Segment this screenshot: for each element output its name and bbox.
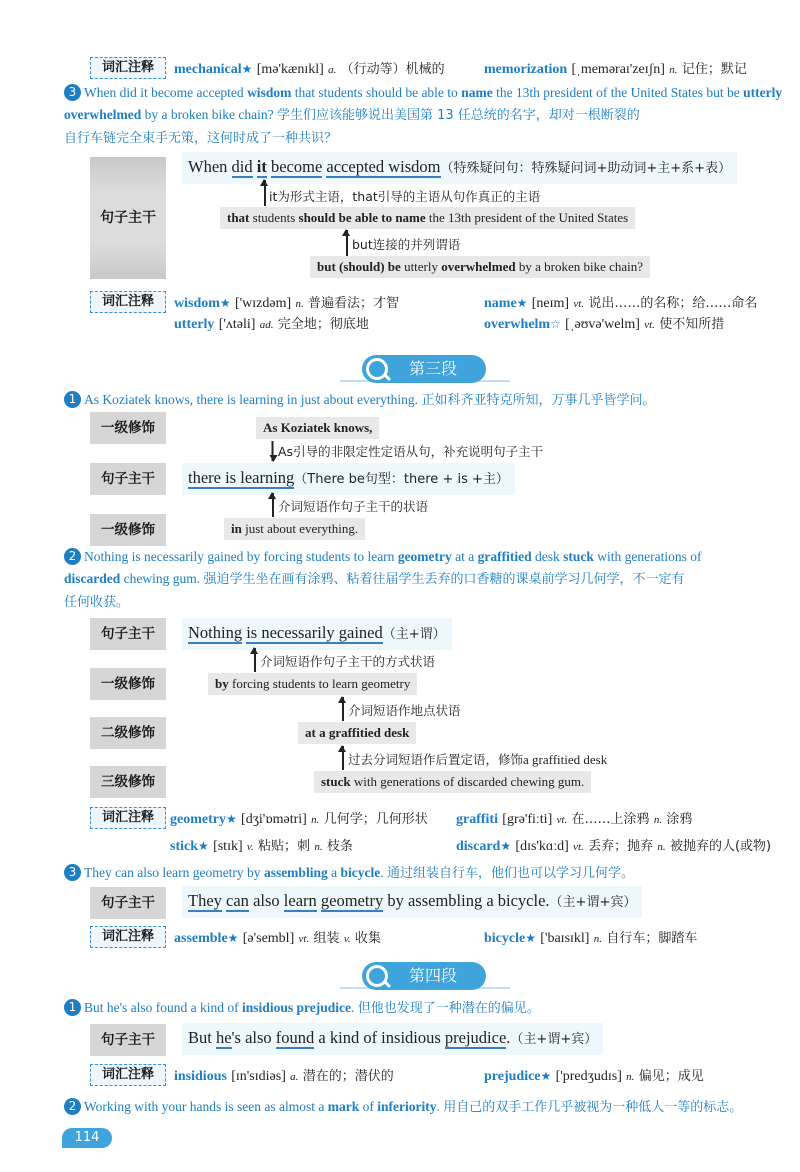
up-arrow-icon xyxy=(272,493,274,517)
star-icon: ★ xyxy=(225,812,237,826)
vocab-def: 普遍看法；才智 xyxy=(307,296,399,311)
vocab-word: insidious xyxy=(174,1069,227,1084)
up-arrow-icon xyxy=(254,648,256,672)
underlined-word: did xyxy=(231,157,253,176)
vocab-word: geometry xyxy=(170,812,226,827)
underlined-word: is necessarily gained xyxy=(246,623,383,642)
vocab-pos: n. xyxy=(593,933,603,945)
sentence-text: the 13th president of the United States but be xyxy=(492,85,744,100)
sentence-p3-3: 3 They can also learn geometry by assembling a bicycle. 通过组装自行车，他们也可以学习几何学。 xyxy=(64,862,790,885)
sentence-3 xyxy=(64,82,790,150)
key-word: name xyxy=(461,85,493,100)
vocab-phonetic: [dʒi'ɒmətri] xyxy=(241,812,307,827)
grammar-note: （主+谓+宾） xyxy=(510,1032,598,1047)
vocab-pos: n. xyxy=(653,814,663,826)
vocab-tag: 词汇注释 xyxy=(90,807,166,829)
vocab-pos: a. xyxy=(290,1071,299,1083)
sentence-trunk xyxy=(182,463,515,495)
analysis-note: 过去分词短语作后置定语，修饰a graffitied desk xyxy=(348,752,608,767)
sentence-number: 3 xyxy=(64,84,81,101)
vocab-word: memorization xyxy=(484,62,568,77)
vocab-def: 记住；默记 xyxy=(681,62,747,77)
vocab-word: discard xyxy=(456,839,501,854)
modifier-box: stuck with generations of discarded chewing gum. xyxy=(314,771,591,793)
up-arrow-icon xyxy=(342,746,344,770)
sentence-p4-1: 1 But he's also found a kind of insidious prejudice. 但他也发现了一种潜在的偏见。 xyxy=(64,997,790,1020)
vocab-phonetic: [mə'kænɪkl] xyxy=(256,62,324,77)
analysis-note: it为形式主语，that引导的主语从句作真正的主语 xyxy=(269,189,541,204)
trunk-label: 句子主干 xyxy=(90,618,166,650)
vocab-phonetic: ['baɪsɪkl] xyxy=(540,931,590,946)
modifier-box: in just about everything. xyxy=(224,518,365,540)
star-icon: ★ xyxy=(540,1069,552,1083)
up-arrow-icon xyxy=(346,230,348,256)
underlined-word: become xyxy=(270,157,323,176)
modifier-box: that students should be able to name the 13th president of the United States xyxy=(220,207,635,229)
translation: 强迫学生坐在画有涂鸦、粘着往届学生丢弃的口香糖的课桌前学习几何学，不一定有 xyxy=(203,572,685,587)
vocab-pos: v. xyxy=(246,841,254,853)
grammar-note: （特殊疑问句：特殊疑问词+助动词+主+系+表） xyxy=(440,161,732,176)
vocab-def: 组装 xyxy=(313,931,340,946)
vocab-word: prejudice xyxy=(484,1069,541,1084)
vocab-pos: n. xyxy=(626,1071,635,1083)
sentence-p3-1 xyxy=(64,389,790,412)
trunk-label: 句子主干 xyxy=(90,1024,166,1056)
vocab-phonetic: [ˌəʊvə'welm] xyxy=(565,317,640,332)
vocab-pos: vt. xyxy=(298,933,310,945)
vocab-pos: n. xyxy=(311,814,320,826)
modifier-level-label: 一级修饰 xyxy=(90,412,166,444)
vocab-word: overwhelm xyxy=(484,317,551,332)
vocab-phonetic: ['wɪzdəm] xyxy=(234,296,292,311)
sentence-number: 3 xyxy=(64,864,81,881)
modifier-box: but (should) be utterly overwhelmed by a broken bike chain? xyxy=(310,256,650,278)
sentence-trunk: When did it become accepted wisdom（特殊疑问句：特殊疑问词+助动词+主+系+表） xyxy=(182,152,737,184)
grammar-note: （主+谓+宾） xyxy=(549,895,637,910)
vocab-phonetic: [stɪk] xyxy=(213,839,243,854)
sentence-number: 2 xyxy=(64,1098,81,1115)
star-icon: ★ xyxy=(219,296,231,310)
underlined-word: Nothing xyxy=(188,623,243,642)
vocab-entry xyxy=(170,808,428,828)
sentence-trunk: They can also learn geometry by assembling a bicycle.（主+谓+宾） xyxy=(182,886,642,918)
vocab-def: 粘贴；刺 xyxy=(258,839,311,854)
star-icon: ★ xyxy=(516,296,528,310)
vocab-pos: v. xyxy=(343,933,351,945)
vocab-word: wisdom xyxy=(174,296,220,311)
vocab-entry xyxy=(174,927,381,947)
trunk-label: 句子主干 xyxy=(90,887,166,919)
modifier-level-label: 三级修饰 xyxy=(90,766,166,798)
magnifier-icon xyxy=(366,358,388,380)
key-word: wisdom xyxy=(247,85,292,100)
translation: 自行车链完全束手无策，这何时成了一种共识？ xyxy=(64,131,338,146)
underlined-word: it xyxy=(256,157,267,176)
page-number: 114 xyxy=(62,1128,112,1148)
star-icon: ★ xyxy=(525,931,536,945)
vocab-entry xyxy=(174,1065,394,1085)
vocab-pos: vt. xyxy=(573,298,585,310)
translation: 学生们应该能够说出美国第 13 任总统的名字，却对一根断裂的 xyxy=(276,108,640,123)
vocab-phonetic: [ɪn'sɪdiəs] xyxy=(231,1069,286,1084)
vocab-phonetic: [ˌmeməraɪ'zeɪʃn] xyxy=(571,62,665,77)
star-icon: ★ xyxy=(227,931,239,945)
vocab-entry xyxy=(456,808,692,828)
vocab-phonetic: ['ʌtəli] xyxy=(218,317,256,332)
vocab-def: 自行车；脚踏车 xyxy=(606,931,698,946)
vocab-def: 在……上涂鸦 xyxy=(571,812,650,827)
grammar-note: （主+谓） xyxy=(382,627,446,642)
vocab-phonetic: [grə'fiːti] xyxy=(502,812,553,827)
sentence-trunk: But he's also found a kind of insidious prejudice.（主+谓+宾） xyxy=(182,1023,603,1055)
vocab-word: bicycle xyxy=(484,931,526,946)
analysis-note: 介词短语作句子主干的方式状语 xyxy=(260,654,436,669)
analysis-note: but连接的并列谓语 xyxy=(352,237,461,252)
vocab-def: （行动等）机械的 xyxy=(340,62,445,77)
vocab-tag: 词汇注释 xyxy=(90,926,166,948)
vocab-entry xyxy=(174,292,399,312)
vocab-entry xyxy=(484,292,757,312)
vocab-pos: n. xyxy=(657,841,666,853)
sentence-text: As Koziatek knows, there is learning in just about everything. xyxy=(84,392,422,407)
vocab-def: 说出……的名称；给……命名 xyxy=(588,296,758,311)
up-arrow-icon xyxy=(264,180,266,206)
section-title: 第三段 xyxy=(408,359,457,378)
vocab-word: graffiti xyxy=(456,812,498,827)
section-header xyxy=(362,962,486,990)
underlined-word: accepted wisdom xyxy=(326,157,441,176)
vocab-def: 潜在的；潜伏的 xyxy=(302,1069,394,1084)
vocab-entry xyxy=(484,1065,704,1085)
analysis-note: As引导的非限定性定语从句，补充说明句子主干 xyxy=(278,444,544,459)
vocab-pos: a. xyxy=(328,64,337,76)
vocab-entry xyxy=(174,58,445,78)
sentence-text: by a broken bike chain? xyxy=(141,107,277,122)
modifier-level-label: 二级修饰 xyxy=(90,717,166,749)
sentence-number: 1 xyxy=(64,391,81,408)
section-header xyxy=(362,355,486,383)
vocab-entry xyxy=(484,58,747,78)
vocab-entry xyxy=(174,313,369,333)
vocab-tag: 词汇注释 xyxy=(90,291,166,313)
vocab-word: name xyxy=(484,296,517,311)
modifier-box: by forcing students to learn geometry xyxy=(208,673,417,695)
trunk-label: 句子主干 xyxy=(90,157,166,279)
vocab-def: 涂鸦 xyxy=(666,812,693,827)
vocab-tag: 词汇注释 xyxy=(90,1064,166,1086)
section-title: 第四段 xyxy=(408,966,457,985)
star-icon: ★ xyxy=(500,839,512,853)
vocab-entry xyxy=(170,835,353,855)
modifier-box: at a graffitied desk xyxy=(298,722,416,744)
vocab-def: 收集 xyxy=(354,931,381,946)
translation: 任何收获。 xyxy=(64,595,130,610)
vocab-phonetic: [ə'sembl] xyxy=(242,931,295,946)
translation: 正如科齐亚特克所知，万事几乎皆学问。 xyxy=(421,393,656,408)
vocab-def: 完全地；彻底地 xyxy=(277,317,369,332)
key-word: utterly overwhelmed xyxy=(64,85,783,122)
analysis-note: 介词短语作地点状语 xyxy=(348,703,461,718)
up-arrow-icon xyxy=(342,697,344,721)
vocab-phonetic: [dɪs'kɑːd] xyxy=(515,839,569,854)
down-arrow-icon xyxy=(272,441,274,461)
sentence-trunk xyxy=(182,618,452,650)
star-icon: ★ xyxy=(241,62,253,76)
vocab-pos: vt. xyxy=(573,841,584,853)
vocab-pos: vt. xyxy=(556,814,568,826)
sentence-number: 1 xyxy=(64,999,81,1016)
translation: 用自己的双手工作几乎被视为一种低人一等的标志。 xyxy=(443,1100,743,1115)
star-outline-icon: ☆ xyxy=(550,317,561,331)
vocab-word: assemble xyxy=(174,931,228,946)
modifier-box: As Koziatek knows, xyxy=(256,417,379,439)
trunk-text: there is learning xyxy=(188,468,295,487)
vocab-word: utterly xyxy=(174,317,215,332)
modifier-level-label: 一级修饰 xyxy=(90,668,166,700)
grammar-note: （There be句型：there + is +主） xyxy=(294,472,509,487)
translation: 但他也发现了一种潜在的偏见。 xyxy=(357,1001,540,1016)
vocab-def: 偏见；成见 xyxy=(638,1069,704,1084)
vocab-def: 使不知所措 xyxy=(659,317,725,332)
sentence-p3-2: 2 Nothing is necessarily gained by forcing students to learn geometry at a graffitied desk stuck with generations of discarded chewing gum. 强迫学生坐在画有涂鸦、粘着往届学生丢弃的口香糖的课桌前学习几何学，不一定有 任何收获。 xyxy=(64,549,702,610)
vocab-pos: n. xyxy=(314,841,323,853)
vocab-pos: n. xyxy=(295,298,304,310)
vocab-pos: n. xyxy=(669,64,678,76)
vocab-entry xyxy=(484,927,697,947)
translation: 通过组装自行车，他们也可以学习几何学。 xyxy=(386,866,634,881)
vocab-def: 几何学；几何形状 xyxy=(323,812,428,827)
vocab-pos: ad. xyxy=(259,319,274,331)
sentence-p4-2: 2 Working with your hands is seen as almost a mark of inferiority. 用自己的双手工作几乎被视为一种低人一等的标志。 xyxy=(64,1096,790,1119)
vocab-word: mechanical xyxy=(174,62,242,77)
vocab-pos: vt. xyxy=(644,319,655,331)
magnifier-icon xyxy=(366,965,388,987)
vocab-tag: 词汇注释 xyxy=(90,57,166,79)
sentence-text: that students should be able to xyxy=(291,85,462,100)
vocab-entry xyxy=(484,313,724,333)
vocab-def: 枝条 xyxy=(326,839,353,854)
sentence-text: When did it become accepted xyxy=(84,85,248,100)
vocab-def: 被抛弃的人(或物) xyxy=(669,839,772,854)
vocab-phonetic: [neɪm] xyxy=(531,296,570,311)
sentence-number: 2 xyxy=(64,548,81,565)
vocab-def: 丢弃；抛弃 xyxy=(588,839,654,854)
modifier-level-label: 一级修饰 xyxy=(90,514,166,546)
trunk-label: 句子主干 xyxy=(90,463,166,495)
vocab-entry xyxy=(456,835,771,855)
star-icon: ★ xyxy=(198,839,209,853)
analysis-note: 介词短语作句子主干的状语 xyxy=(278,499,429,514)
vocab-phonetic: ['predʒudɪs] xyxy=(555,1069,622,1084)
vocab-word: stick xyxy=(170,839,198,854)
